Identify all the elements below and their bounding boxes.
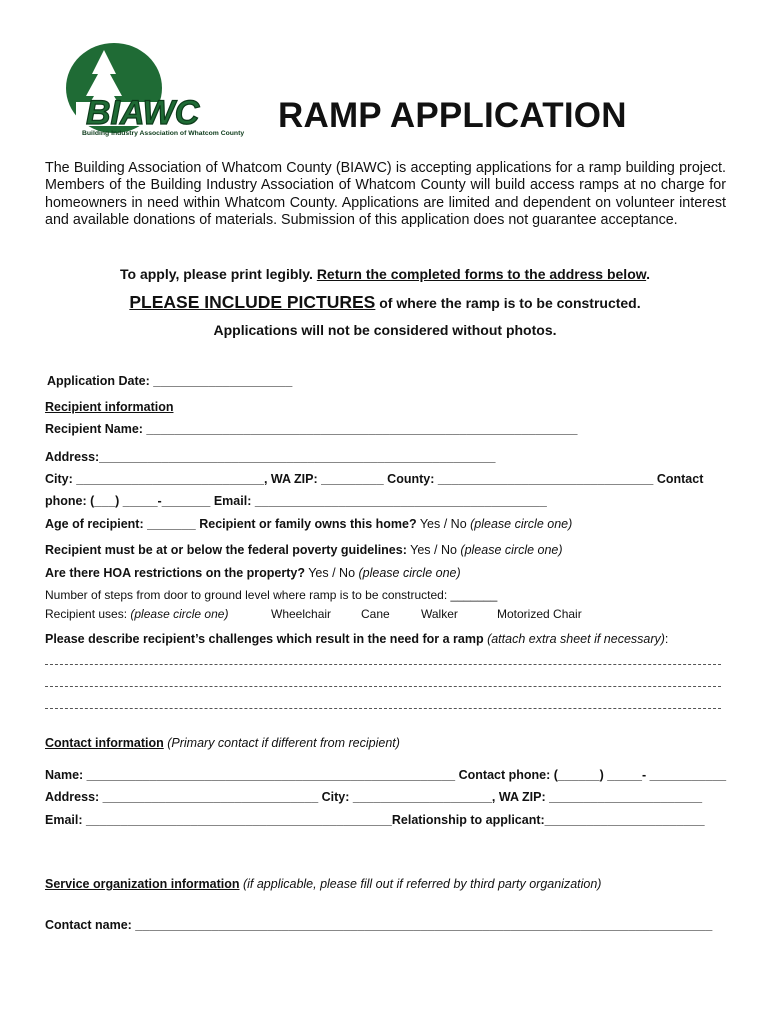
recipient-heading: Recipient information (45, 400, 174, 414)
page-title: RAMP APPLICATION (278, 96, 627, 135)
service-hint: (if applicable, please fill out if referred by third party organization) (239, 877, 602, 891)
uses-option-motorized-chair[interactable]: Motorized Chair (497, 607, 582, 621)
contact-email-relationship-field[interactable]: Email: ____________________________________________Relationship to applicant:_______________________ (45, 813, 705, 827)
recipient-name-field[interactable]: Recipient Name: ______________________________________________________________ (45, 422, 578, 436)
logo-tagline: Building Industry Association of Whatcom County (82, 130, 245, 137)
poverty-label: Recipient must be at or below the federal poverty guidelines: (45, 543, 407, 557)
challenges-suffix: : (664, 632, 669, 646)
contact-name-phone-field[interactable]: Name: _____________________________________________________ Contact phone: (______) _____- ___________ (45, 768, 727, 782)
hoa-row[interactable] (45, 566, 461, 580)
age-ownership-row[interactable] (45, 517, 572, 531)
city-zip-county-field[interactable]: City: ___________________________, WA ZIP: _________ County: _______________________________ Contact (45, 472, 704, 486)
phone-email-field[interactable]: phone: (___) _____-_______ Email: __________________________________________ (45, 494, 547, 508)
intro-paragraph: The Building Association of Whatcom County (BIAWC) is accepting applications for a ramp building project. Members of the Building Industry Association of Whatcom County will build access ramps at no charge for homeowners in need within Whatcom County. Applications are limited and dependent on volunteer interest and available donations of materials. Submission of this application does not guarantee acceptance. (45, 160, 726, 229)
service-contact-name-field[interactable]: Contact name: ___________________________________________________________________________________ (45, 918, 713, 932)
apply-return-address: Return the completed forms to the address below (316, 266, 647, 282)
age-label: Age of recipient: _______ Recipient or family owns this home? (45, 517, 417, 531)
service-heading: Service organization information (45, 877, 240, 891)
address-field[interactable]: Address:_________________________________________________________ (45, 450, 496, 464)
contact-hint: (Primary contact if different from recipient) (163, 736, 400, 750)
challenges-hint: (attach extra sheet if necessary) (487, 632, 665, 646)
challenges-line-1[interactable] (45, 664, 721, 665)
challenges-line-3[interactable] (45, 708, 721, 709)
owns-home-options[interactable]: Yes / No (416, 517, 471, 531)
poverty-hint: (please circle one) (460, 543, 563, 557)
logo-wordmark: BIAWC (86, 94, 200, 132)
uses-hint: (please circle one) (130, 607, 229, 621)
challenges-label: Please describe recipient’s challenges which result in the need for a ramp (45, 632, 488, 646)
poverty-options[interactable]: Yes / No (406, 543, 461, 557)
biawc-logo (52, 42, 252, 138)
poverty-row[interactable] (45, 543, 563, 557)
challenges-line-2[interactable] (45, 686, 721, 687)
service-heading-row (45, 877, 601, 891)
steps-field[interactable]: Number of steps from door to ground level where ramp is to be constructed: _______ (45, 588, 498, 602)
uses-label: Recipient uses: (45, 607, 131, 621)
hoa-hint: (please circle one) (358, 566, 461, 580)
uses-option-cane[interactable]: Cane (361, 607, 390, 621)
hoa-options[interactable]: Yes / No (305, 566, 359, 580)
recipient-uses-row (45, 607, 228, 621)
pictures-heading: PLEASE INCLUDE PICTURES (129, 292, 376, 312)
hoa-label: Are there HOA restrictions on the property? (45, 566, 305, 580)
owns-home-hint: (please circle one) (470, 517, 573, 531)
contact-heading-row (45, 736, 400, 750)
pictures-suffix: of where the ramp is to be constructed. (375, 295, 641, 311)
challenges-row (45, 632, 668, 646)
contact-address-field[interactable]: Address: _______________________________ City: ____________________, WA ZIP: ______________________ (45, 790, 703, 804)
contact-heading: Contact information (45, 736, 164, 750)
apply-instructions (0, 266, 770, 282)
apply-prefix: To apply, please print legibly. (119, 266, 317, 282)
photos-note: Applications will not be considered without photos. (213, 322, 557, 338)
uses-option-wheelchair[interactable]: Wheelchair (271, 607, 332, 621)
application-date-field[interactable]: Application Date: ____________________ (47, 374, 293, 388)
apply-suffix: . (646, 266, 651, 282)
pictures-instructions (0, 292, 770, 313)
uses-option-walker[interactable]: Walker (421, 607, 458, 621)
